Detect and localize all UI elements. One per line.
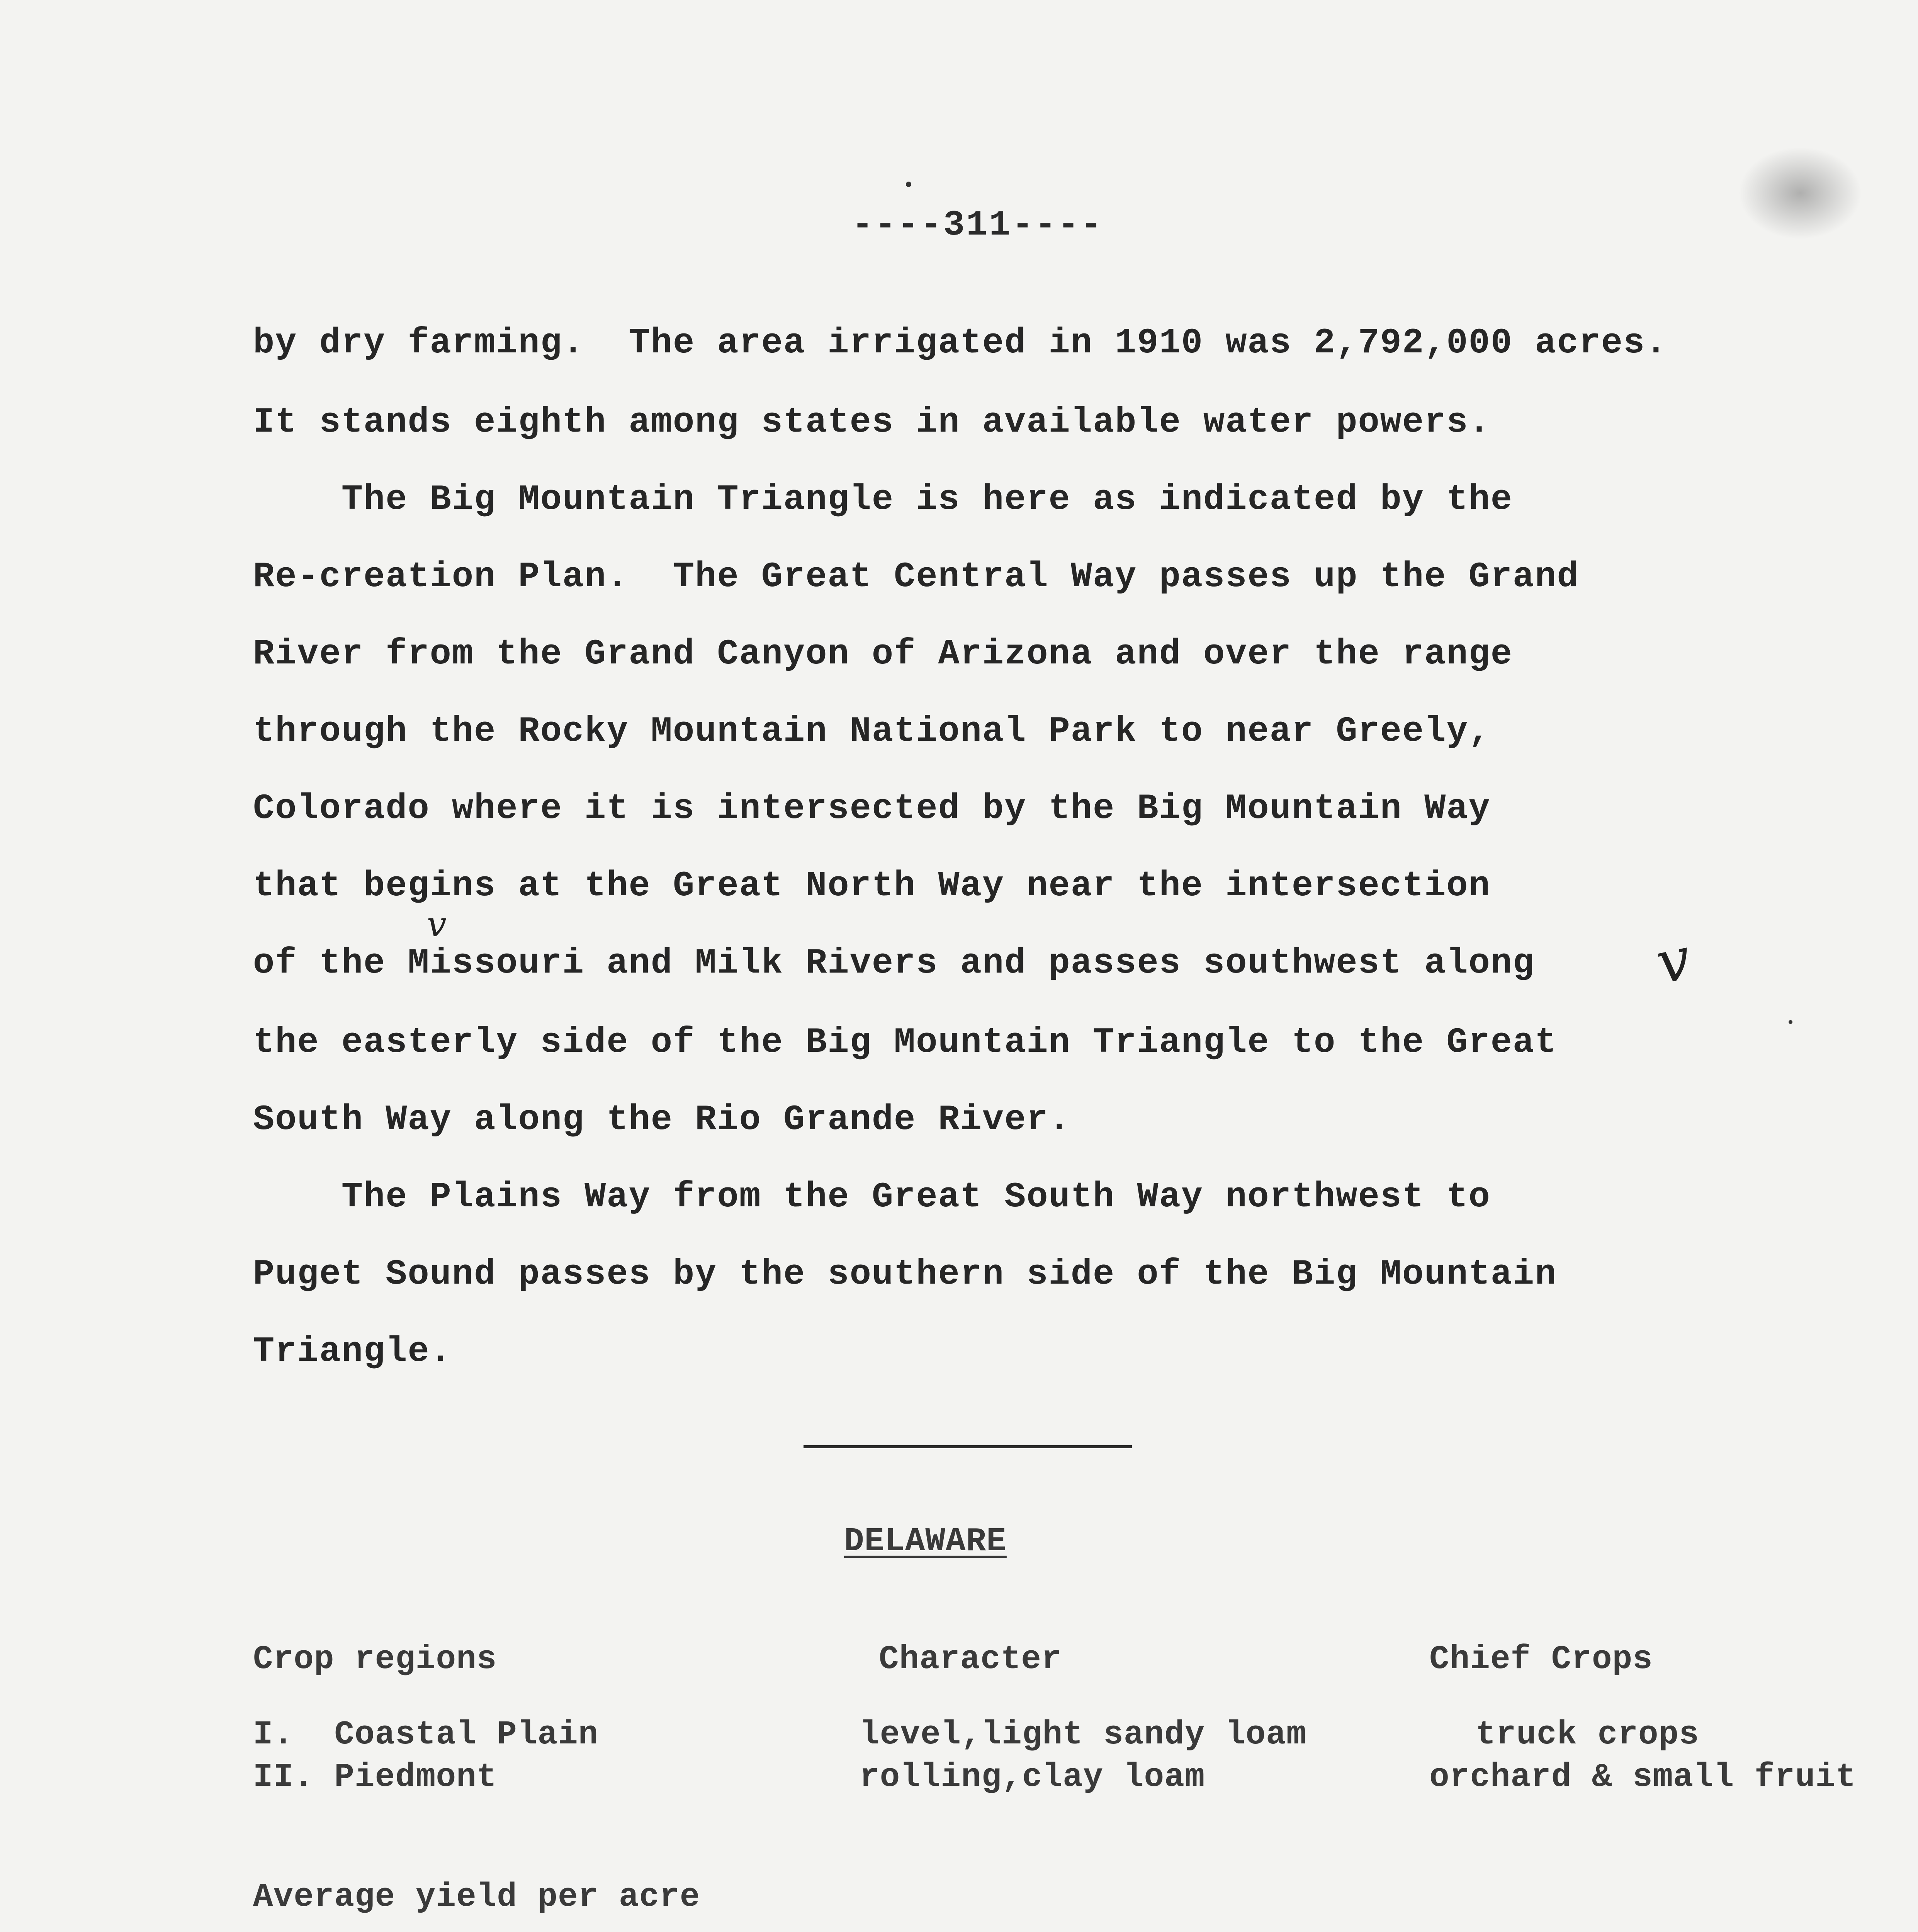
- table-cell-region: II. Piedmont: [253, 1758, 497, 1796]
- text-line: The Big Mountain Triangle is here as indicated by the: [253, 479, 1513, 520]
- table-cell-region: I. Coastal Plain: [253, 1716, 599, 1753]
- table-cell-character: level,light sandy loam: [860, 1716, 1307, 1753]
- section-divider: [804, 1445, 1132, 1448]
- text-line: by dry farming. The area irrigated in 1910 was 2,792,000 acres.: [253, 323, 1668, 363]
- column-header-chief-crops: Chief Crops: [1429, 1640, 1653, 1678]
- text-line: Triangle.: [253, 1331, 452, 1372]
- column-header-character: Character: [879, 1640, 1062, 1678]
- section-heading: DELAWARE: [844, 1522, 1007, 1560]
- handwritten-correction-mark: v: [427, 904, 447, 945]
- page-smudge: [1738, 147, 1862, 240]
- handwritten-check-mark: v: [1650, 925, 1697, 997]
- ink-dot: [906, 182, 911, 187]
- text-line: It stands eighth among states in available water powers.: [253, 402, 1491, 442]
- text-line: The Plains Way from the Great South Way northwest to: [253, 1177, 1491, 1217]
- text-line: Puget Sound passes by the southern side of the Big Mountain: [253, 1254, 1557, 1294]
- text-line: Colorado where it is intersected by the Big Mountain Way: [253, 788, 1491, 829]
- text-line: of the Missouri and Milk Rivers and passes southwest along: [253, 943, 1535, 983]
- ink-dot: [1789, 1020, 1792, 1024]
- text-line: Re-creation Plan. The Great Central Way passes up the Grand: [253, 556, 1579, 597]
- text-line: South Way along the Rio Grande River.: [253, 1099, 1071, 1140]
- text-line: through the Rocky Mountain National Park to near Greely,: [253, 711, 1491, 752]
- table-cell-crops: orchard & small fruit: [1429, 1758, 1856, 1796]
- yield-title: Average yield per acre: [253, 1878, 700, 1916]
- text-line: River from the Grand Canyon of Arizona and over the range: [253, 634, 1513, 674]
- table-cell-crops: truck crops: [1476, 1716, 1699, 1753]
- table-cell-character: rolling,clay loam: [860, 1758, 1205, 1796]
- text-line: that begins at the Great North Way near the intersection: [253, 866, 1491, 906]
- text-line: the easterly side of the Big Mountain Triangle to the Great: [253, 1022, 1557, 1063]
- page-number: ----311----: [852, 205, 1104, 245]
- column-header-crop-regions: Crop regions: [253, 1640, 497, 1678]
